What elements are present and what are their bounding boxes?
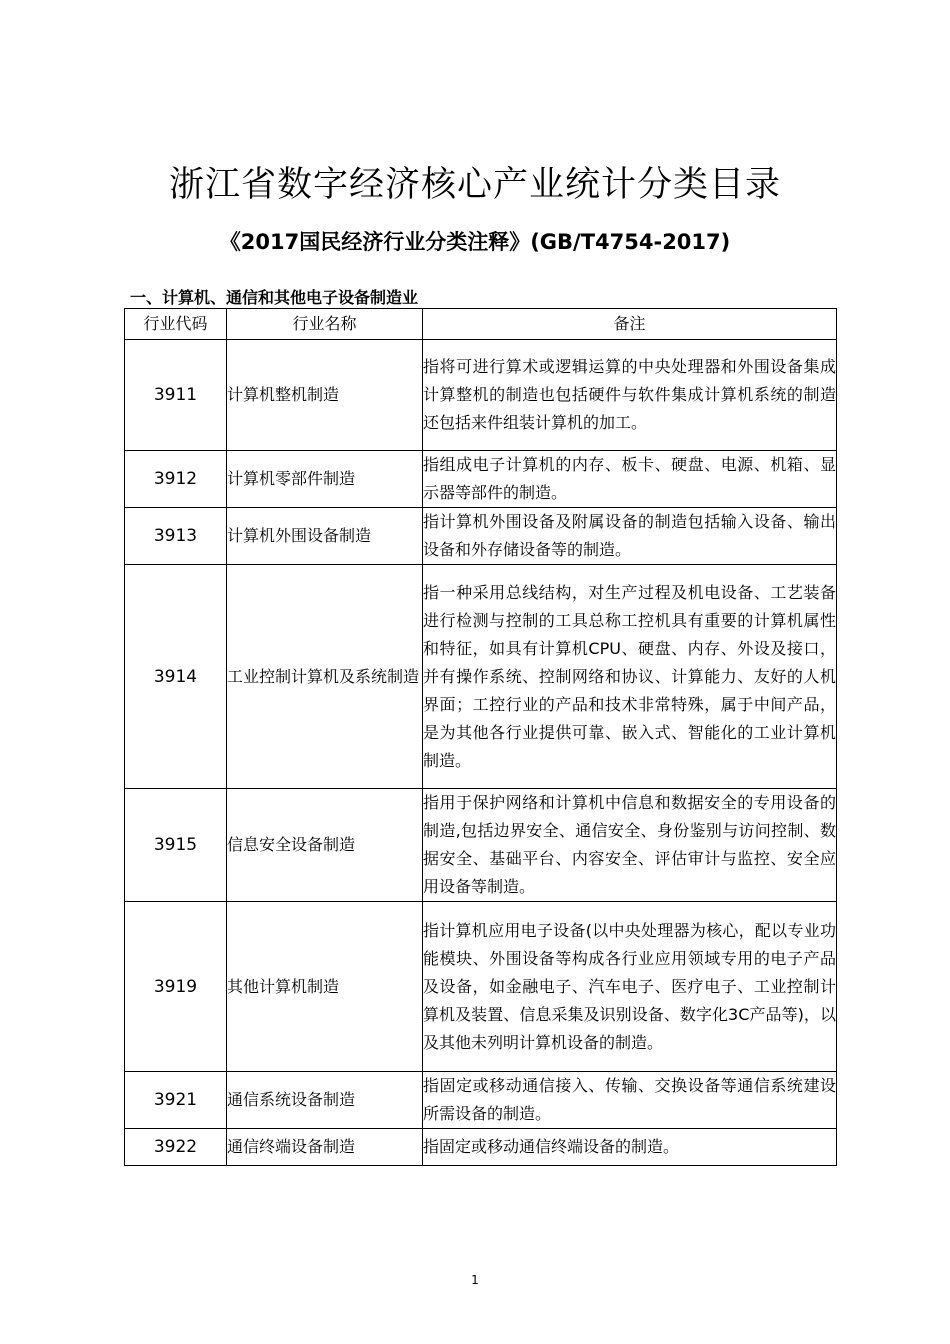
industry-code-cell: 3919 — [125, 902, 227, 1072]
industry-name-cell: 计算机外围设备制造 — [227, 508, 423, 565]
industry-code-cell: 3921 — [125, 1072, 227, 1129]
header-industry-code: 行业代码 — [125, 309, 227, 340]
table-row — [125, 451, 837, 508]
remarks-cell: 指一种采用总线结构，对生产过程及机电设备、工艺装备进行检测与控制的工具总称工控机具有重要的计算机属性和特征，如具有计算机CPU、硬盘、内存、外设及接口，并有操作系统、控制网络和协议、计算能力、友好的人机界面；工控行业的产品和技术非常特殊，属于中间产品，是为其他各行业提供可靠、嵌入式、智能化的工业计算机制造。 — [423, 565, 837, 789]
industry-name-cell: 通信终端设备制造 — [227, 1129, 423, 1166]
header-remarks: 备注 — [423, 309, 837, 340]
industry-code-cell: 3912 — [125, 451, 227, 508]
remarks-cell: 指固定或移动通信终端设备的制造。 — [423, 1129, 837, 1166]
remarks-cell: 指计算机外围设备及附属设备的制造包括输入设备、输出设备和外存储设备等的制造。 — [423, 508, 837, 565]
document-subtitle: 《2017国民经济行业分类注释》(GB/T4754-2017) — [219, 230, 731, 254]
remarks-cell: 指计算机应用电子设备(以中央处理器为核心，配以专业功能模块、外围设备等构成各行业应用领域专用的电子产品及设备，如金融电子、汽车电子、医疗电子、工业控制计算机及装置、信息采集及识别设备、数字化3C产品等)，以及其他未列明计算机设备的制造。 — [423, 902, 837, 1072]
section-heading: 一、计算机、通信和其他电子设备制造业 — [130, 288, 419, 307]
industry-code-cell: 3922 — [125, 1129, 227, 1166]
industry-code-cell: 3913 — [125, 508, 227, 565]
table-row — [125, 565, 837, 789]
industry-code-cell: 3915 — [125, 789, 227, 902]
industry-code-cell: 3914 — [125, 565, 227, 789]
remarks-cell: 指将可进行算术或逻辑运算的中央处理器和外围设备集成计算整机的制造也包括硬件与软件集成计算机系统的制造还包括来件组装计算机的加工。 — [423, 340, 837, 451]
table-row — [125, 789, 837, 902]
remarks-cell: 指固定或移动通信接入、传输、交换设备等通信系统建设所需设备的制造。 — [423, 1072, 837, 1129]
industry-name-cell: 计算机零部件制造 — [227, 451, 423, 508]
industry-name-cell: 通信系统设备制造 — [227, 1072, 423, 1129]
industry-name-cell: 信息安全设备制造 — [227, 789, 423, 902]
table-row — [125, 340, 837, 451]
industry-name-cell: 工业控制计算机及系统制造 — [227, 565, 423, 789]
table-row — [125, 508, 837, 565]
remarks-cell: 指用于保护网络和计算机中信息和数据安全的专用设备的制造,包括边界安全、通信安全、身份鉴别与访问控制、数据安全、基础平台、内容安全、评估审计与监控、安全应用设备等制造。 — [423, 789, 837, 902]
remarks-cell: 指组成电子计算机的内存、板卡、硬盘、电源、机箱、显示器等部件的制造。 — [423, 451, 837, 508]
document-title: 浙江省数字经济核心产业统计分类目录 — [168, 165, 781, 205]
header-industry-name: 行业名称 — [227, 309, 423, 340]
industry-catalog-table — [124, 308, 837, 1166]
table-row — [125, 1129, 837, 1166]
industry-name-cell: 其他计算机制造 — [227, 902, 423, 1072]
page-number: 1 — [471, 1273, 479, 1287]
table-header-row — [125, 309, 837, 340]
table-row — [125, 1072, 837, 1129]
table-row — [125, 902, 837, 1072]
industry-code-cell: 3911 — [125, 340, 227, 451]
industry-name-cell: 计算机整机制造 — [227, 340, 423, 451]
